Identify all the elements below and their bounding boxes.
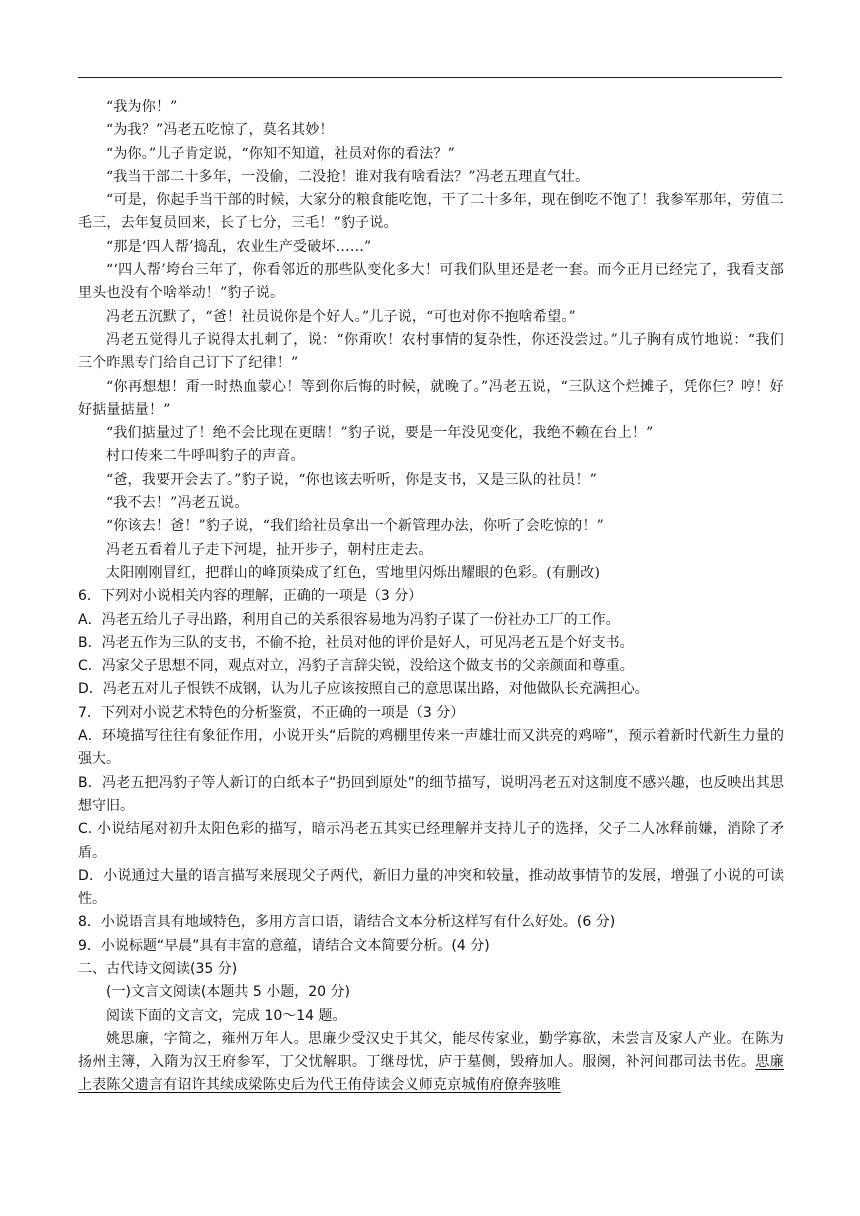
story-paragraph: “爸，我要开会去了。”豹子说，“你也该去听听，你是支书，又是三队的社员！”: [106, 471, 598, 488]
story-paragraph: “为你。”儿子肯定说，“你知不知道，社员对你的看法？”: [106, 145, 456, 162]
question-line: 7．下列对小说艺术特色的分析鉴赏，不正确的一项是（3 分）: [78, 704, 465, 721]
sub-heading: (一)文言文阅读(本题共 5 小题，20 分): [106, 984, 350, 1001]
passage-text: 姚思廉，字简之，雍州万年人。思廉少受汉史于其父，能尽传家业，勤学寡欲，未尝言及家人产业。在陈为扬州主簿，入隋为汉王府参军，丁父忧解职。丁继母忧，庐于墓侧，毁瘠加人。服阕，补河间郡司法书佐。: [78, 1030, 784, 1071]
story-paragraph: “为我？”冯老五吃惊了，莫名其妙！: [106, 122, 334, 139]
question-line: B．冯老五把冯豹子等人新订的白纸本子“扔回到原处”的细节描写，说明冯老五对这制度不感兴趣，也反映出其思想守旧。: [78, 774, 784, 814]
story-paragraph: “可是，你起手当干部的时候，大家分的粮食能吃饱，干了二十多年，现在倒吃不饱了！我参军那年，劳值二毛三，去年复员回来，长了七分，三毛！”豹子说。: [78, 192, 784, 232]
story-paragraph: “你再想想！甭一时热血蒙心！等到你后悔的时候，就晚了。”冯老五说，“三队这个烂摊子，凭你仨？哼！好好掂量掂量！”: [78, 378, 784, 418]
page-content: [78, 96, 784, 1098]
story-paragraph: “我们掂量过了！绝不会比现在更瞎！”豹子说，要是一年没见变化，我绝不赖在台上！”: [106, 425, 654, 442]
story-paragraph: “‘四人帮’垮台三年了，你看邻近的那些队变化多大！可我们队里还是老一套。而今正月已经完了，我看支部里头也没有个啥举动！”豹子说。: [78, 262, 784, 302]
story-paragraph: 冯老五沉默了，“爸！社员说你是个好人。”儿子说，“可也对你不抱啥希望。”: [106, 308, 576, 325]
question-line: D．小说通过大量的语言描写来展现父子两代，新旧力量的冲突和较量，推动故事情节的发展，增强了小说的可读性。: [78, 867, 784, 908]
question-line: C．冯家父子思想不同，观点对立，冯豹子言辞尖锐，没给这个做支书的父亲颜面和尊重。: [78, 658, 634, 675]
classical-section: [78, 981, 784, 1097]
question-line: A．环境描写往往有象征作用，小说开头“后院的鸡棚里传来一声雄壮而又洪亮的鸡啼”，预示着新时代新生力量的强大。: [78, 728, 784, 768]
passage-underlined-text: 思廉上表陈父遗言有诏许其续成梁陈史后为代王侑侍读会义师克京城侑府僚奔骇唯: [78, 1054, 784, 1094]
story-paragraph: “我当干部二十多年，一没偷，二没抢！谁对我有啥看法？”冯老五理直气壮。: [106, 168, 590, 185]
question-list: [78, 585, 784, 981]
question-line: A．冯老五给儿子寻出路，利用自己的关系很容易地为冯豹子谋了一份社办工厂的工作。: [78, 611, 620, 628]
story-paragraph: “你该去！爸！”豹子说，“我们给社员拿出一个新管理办法，你听了会吃惊的！”: [106, 518, 605, 535]
instruction: 阅读下面的文言文，完成 10～14 题。: [106, 1007, 347, 1024]
story-paragraph: “我为你！”: [106, 99, 178, 115]
header-rule: [78, 77, 782, 78]
question-line: 9．小说标题“早晨”具有丰富的意蕴，请结合文本简要分析。(4 分): [78, 937, 490, 954]
story-paragraph: “那是‘四人帮’捣乱，农业生产受破坏……”: [106, 238, 372, 255]
question-line: 6．下列对小说相关内容的理解，正确的一项是（3 分）: [78, 588, 423, 605]
story-paragraph: 冯老五看着儿子走下河堤，扯开步子，朝村庄走去。: [106, 541, 433, 558]
question-line: B．冯老五作为三队的支书，不偷不抢，社员对他的评价是好人，可见冯老五是个好支书。: [78, 634, 634, 651]
story-paragraph: 村口传来二牛呼叫豹子的声音。: [106, 448, 305, 465]
story-paragraph: 太阳刚刚冒红，把群山的峰顶染成了红色，雪地里闪烁出耀眼的色彩。(有删改): [106, 564, 601, 581]
story-paragraph: “我不去！”冯老五说。: [106, 495, 249, 512]
story-paragraph: 冯老五觉得儿子说得太扎刺了，说：“你甭吹！农村事情的复杂性，你还没尝过。”儿子胸有成竹地说：“我们三个昨黑专门给自己订下了纪律！”: [78, 331, 784, 372]
question-line: 8．小说语言具有地域特色，多用方言口语，请结合文本分析这样写有什么好处。(6 分): [78, 914, 616, 931]
classical-passage: [78, 1028, 784, 1098]
story-excerpt: [78, 96, 784, 585]
question-line: 二、古代诗文阅读(35 分): [78, 960, 238, 977]
question-line: C. 小说结尾对初升太阳色彩的描写，暗示冯老五其实已经理解并支持儿子的选择，父子二人冰释前嫌，消除了矛盾。: [78, 821, 784, 861]
question-line: D．冯老五对儿子恨铁不成钢，认为儿子应该按照自己的意思谋出路，对他做队长充满担心。: [78, 681, 649, 698]
